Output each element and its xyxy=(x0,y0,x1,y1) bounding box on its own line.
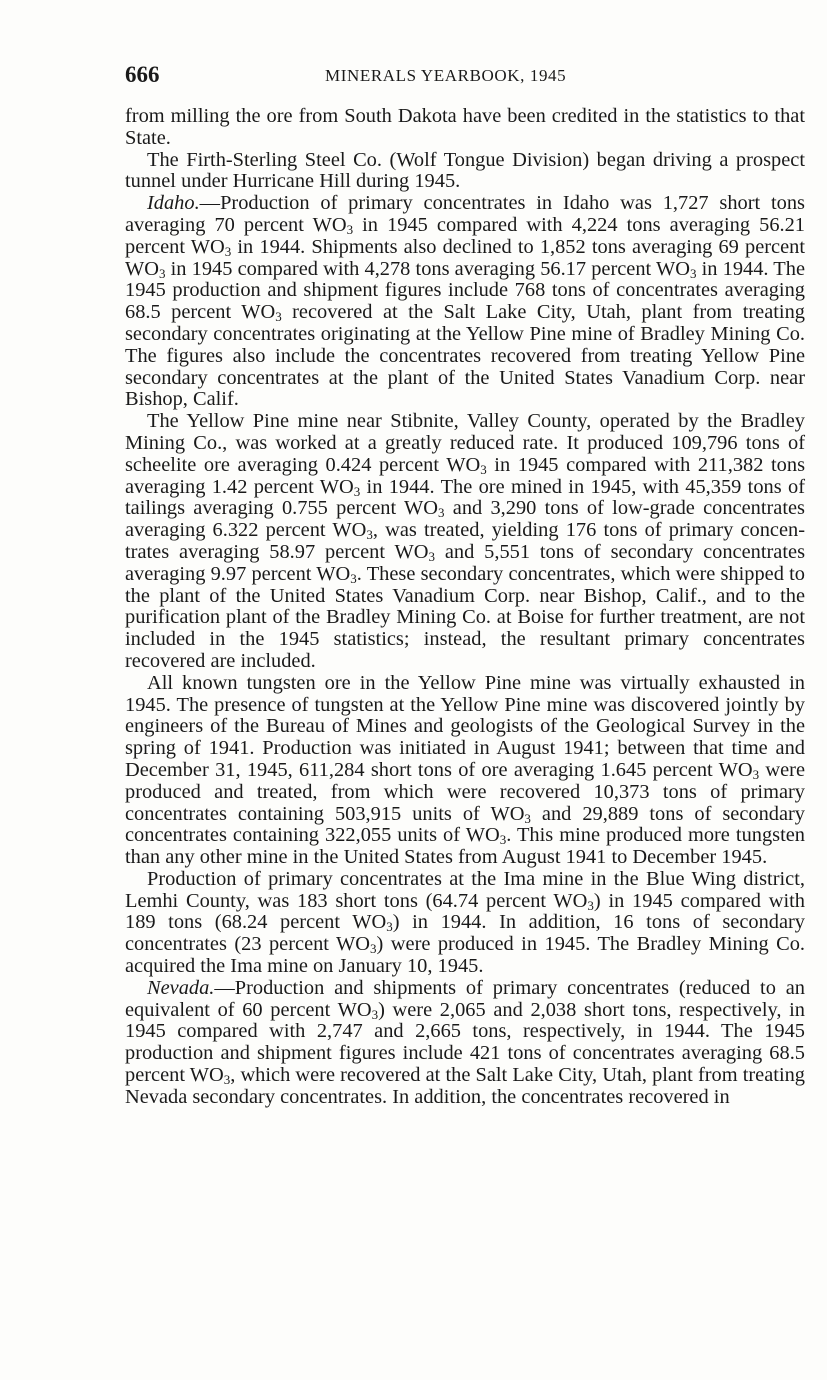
text-run: in 1945 compared with 4,278 tons averaging 56.17 percent WO xyxy=(165,257,690,280)
text-run: —Production and shipments of primary concentrates (reduced to an equivalent of 60 percent WO xyxy=(125,976,805,1021)
text-run: from milling the ore from South Dakota have been credited in the statistics to that State. xyxy=(125,105,805,149)
text-run: ) were produced in 1945. The Bradley Mining Co. acquired the Ima mine on January 10, 1945. xyxy=(125,933,806,978)
text-run: —Production of primary concentrates in Idaho was 1,727 short tons averaging 70 percent WO xyxy=(125,192,805,236)
subscript: 3 xyxy=(275,309,282,325)
subscript: 3 xyxy=(350,570,357,586)
running-head xyxy=(125,62,805,92)
subscript: 3 xyxy=(224,243,232,259)
subscript: 3 xyxy=(386,919,393,935)
subscript: 3 xyxy=(752,766,760,782)
body-text xyxy=(125,106,805,1109)
text-run: in 1944. The ore mined in 1945, with 45,359 tons of tailings averaging 0.755 percent WO xyxy=(125,475,805,520)
text-run: The Yellow Pine mine near Stibnite, Valley County, operated by the Bradley Mining Co., was worked at a greatly reduced rate. It produced 109,796 tons of scheelite ore averaging 0.424 percent WO xyxy=(125,410,805,476)
paragraph xyxy=(125,193,805,411)
text-run: , was treated, yielding 176 tons of primary concentrates averaging 58.97 percent WO xyxy=(125,519,805,563)
text-run: in 1944. Shipments also declined to 1,852 tons averaging 69 percent WO xyxy=(125,235,806,280)
state-heading: Idaho. xyxy=(147,192,200,215)
text-run: All known tungsten ore in the Yellow Pine mine was virtually exhausted in 1945. The presence of tungsten at the Yellow Pine mine was discovered jointly by engineers of the Bureau of Mines and geologists of the Geological Survey in the spring of 1941. Production was initiated in August 1941; between that time and December 31, 1945, 611,284 short tons of ore averaging 1.645 percent WO xyxy=(125,671,805,781)
subscript: 3 xyxy=(371,1006,379,1022)
paragraph xyxy=(125,673,805,869)
text-run: ) in 1945 compared with 189 tons (68.24 percent WO xyxy=(125,889,805,934)
text-run: The Firth-Sterling Steel Co. (Wolf Tongue Division) began driving a prospect tunnel under Hurricane Hill during 1945. xyxy=(125,148,805,193)
subscript: 3 xyxy=(499,832,507,848)
text-run: in 1944. The 1945 production and shipment figures include 768 tons of concentrates averaging 68.5 percent WO xyxy=(125,257,805,324)
subscript: 3 xyxy=(370,941,377,957)
paragraph xyxy=(125,106,805,150)
subscript: 3 xyxy=(438,505,445,521)
text-run: ) were 2,065 and 2,038 short tons, respectively, in 1945 compared with 2,747 and 2,665 tons, respectively, in 1944. The 1945 production and shipment figures include 421 tons of concentrates averaging 68.5 percent WO xyxy=(125,998,805,1087)
paragraph xyxy=(125,150,805,194)
text-run: recovered at the Salt Lake City, Utah, plant from treating secondary concentrates originating at the Yellow Pine mine of Bradley Mining Co. The figures also include the concentrates recovered from treating Yellow Pine secondary concentrates at the plant of the United States Vanadium Corp. near Bishop, Calif. xyxy=(125,301,805,411)
subscript: 3 xyxy=(480,461,487,477)
text-run: and 5,551 tons of secondary concentrates averaging 9.97 percent WO xyxy=(125,540,806,585)
text-run: in 1945 compared with 4,224 tons averaging 56.21 percent WO xyxy=(125,213,806,258)
page-number: 666 xyxy=(125,62,160,87)
text-run: and 3,290 tons of low-grade concentrates averaging 6.322 percent WO xyxy=(125,497,805,542)
text-run: Production of primary concentrates at the Ima mine in the Blue Wing district, Lemhi County, was 183 short tons (64.74 percent WO xyxy=(125,867,805,912)
subscript: 3 xyxy=(689,265,697,281)
text-run: , which were recovered at the Salt Lake City, Utah, plant from treating Nevada secondary concentrates. In addition, the concentrates recovered in xyxy=(125,1064,805,1108)
subscript: 3 xyxy=(223,1072,231,1088)
text-run: in 1945 compared with 211,382 tons averaging 1.42 percent WO xyxy=(125,453,806,498)
text-run: . This mine produced more tungsten than any other mine in the United States from August 1941 to December 1945. xyxy=(125,824,805,869)
subscript: 3 xyxy=(428,548,435,564)
paragraph xyxy=(125,978,805,1109)
subscript: 3 xyxy=(346,221,354,237)
paragraph xyxy=(125,869,805,978)
subscript: 3 xyxy=(587,897,594,913)
paragraph xyxy=(125,411,805,673)
subscript: 3 xyxy=(524,810,531,826)
subscript: 3 xyxy=(158,265,166,281)
running-title: MINERALS YEARBOOK, 1945 xyxy=(325,66,567,85)
text-run: were produced and treated, from which were recovered 10,373 tons of primary concentrates containing 503,915 units of WO xyxy=(125,758,805,825)
text-run: . These secondary concentrates, which were shipped to the plant of the United States Vanadium Corp. near Bishop, Calif., and to the purification plant of the Bradley Mining Co. at Boise for further treatment, are not included in the 1945 statistics; instead, the resultant primary concentrates recovered are included. xyxy=(125,562,805,672)
text-run: ) in 1944. In addition, 16 tons of secondary concentrates (23 percent WO xyxy=(125,911,805,956)
text-run: and 29,889 tons of secondary concentrates containing 322,055 units of WO xyxy=(125,802,806,847)
state-heading: Nevada. xyxy=(147,976,215,999)
subscript: 3 xyxy=(353,483,361,499)
subscript: 3 xyxy=(366,527,373,543)
